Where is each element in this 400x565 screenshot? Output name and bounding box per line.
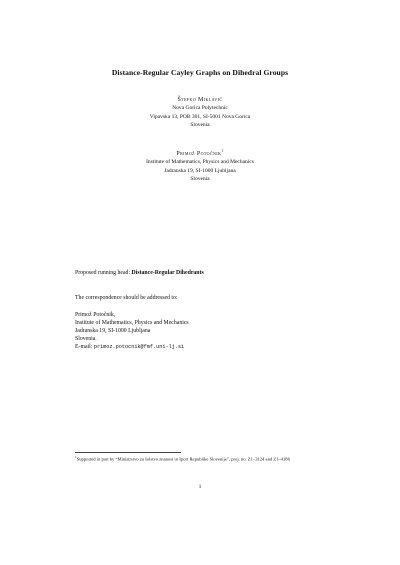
- footnote-rule: [75, 452, 181, 453]
- affiliation-line: Nova Gorica Polytechnic: [172, 105, 228, 112]
- email-address[interactable]: primoz.potocnik@fmf.uni-lj.si: [93, 344, 185, 350]
- author-name-text: Štefko Miklavič: [177, 97, 223, 103]
- affiliation-line: Vipavska 13, POB 301, SI-5001 Nova Gorica: [149, 113, 251, 120]
- affiliation-line: Jadranska 19, SI-1000 Ljubljana: [164, 167, 236, 174]
- address-line: Institute of Mathematics, Physics and Mechanics: [75, 320, 189, 326]
- affiliation-line: Institute of Mathematics, Physics and Mechanics: [146, 159, 254, 166]
- running-head: [75, 269, 204, 277]
- author-block-1: [0, 93, 400, 129]
- author-name: [0, 147, 400, 158]
- author-name-text: Primož Potočnik: [176, 151, 222, 157]
- author-name: [0, 93, 400, 104]
- footnote-marker: 1: [75, 455, 77, 459]
- address-line: Jadranska 19, SI-1000 Ljubljana: [75, 328, 151, 334]
- address-line: Slovenia.: [75, 336, 97, 342]
- author-block-2: [0, 147, 400, 183]
- author-footnote-marker: 1: [221, 149, 224, 153]
- correspondence-address: [75, 311, 189, 351]
- email-line: [75, 343, 189, 351]
- footnote: [75, 454, 340, 463]
- affiliation-line: Slovenia: [190, 121, 210, 128]
- footnote-text: Supported in part by “Ministrstvo za šolstvo znanost in šport Republike Slovenije”, proj. no. Z1–3124 and Z1–4186: [76, 456, 290, 462]
- correspondence-label: The correspondence should be addressed to:: [75, 295, 178, 301]
- address-line: Primož Potočnik,: [75, 312, 116, 318]
- running-head-label: Proposed running head:: [75, 270, 132, 276]
- running-head-value: Distance-Regular Dihedrants: [131, 270, 204, 276]
- paper-title: Distance-Regular Cayley Graphs on Dihedral Groups: [111, 68, 289, 77]
- affiliation-line: Slovenia: [190, 175, 210, 182]
- page-number: 1: [198, 484, 202, 490]
- email-label: E-mail:: [75, 344, 94, 350]
